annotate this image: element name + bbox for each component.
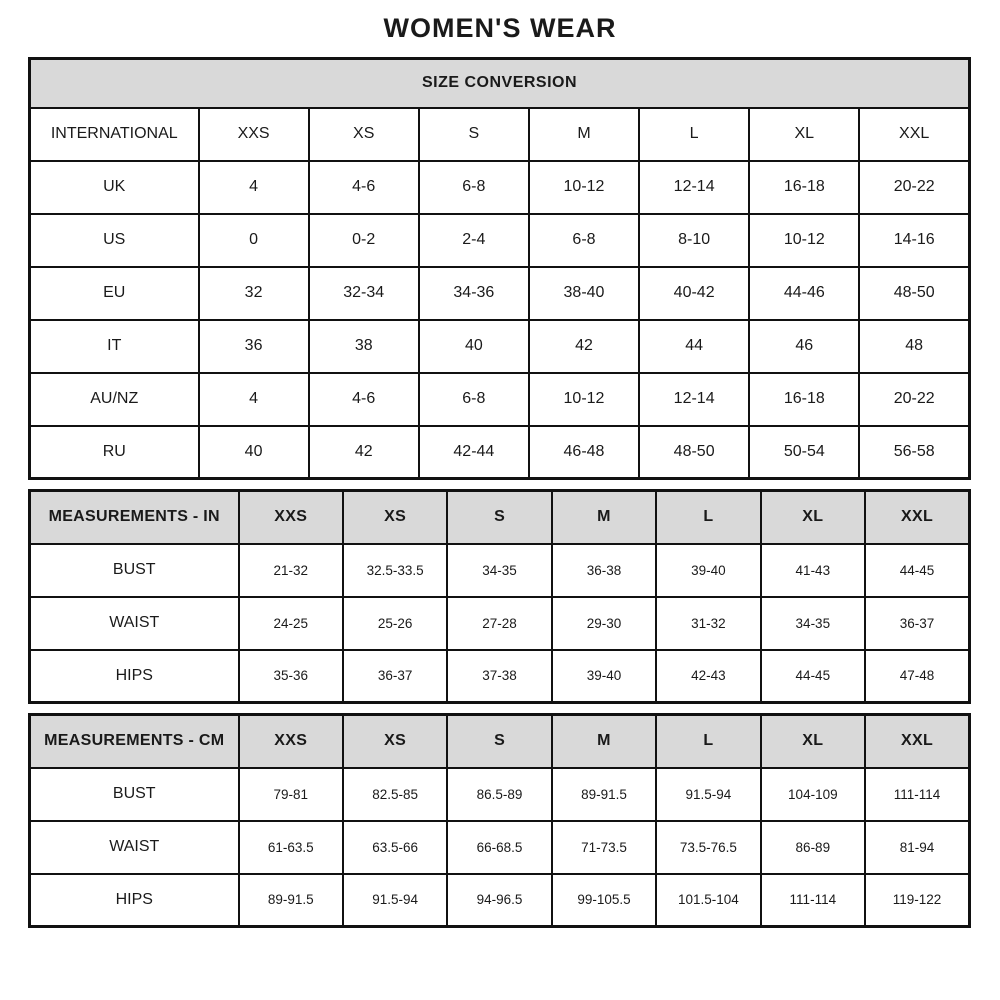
table-cell: 86-89 [761, 821, 865, 874]
column-header-row [30, 715, 970, 768]
row-label: HIPS [30, 874, 239, 927]
table-cell: 48-50 [639, 426, 749, 479]
table-cell: 50-54 [749, 426, 859, 479]
table-cell: 111-114 [761, 874, 865, 927]
table-cell: 4 [199, 161, 309, 214]
table-cell: 86.5-89 [447, 768, 551, 821]
table-row [30, 214, 970, 267]
table-row [30, 544, 970, 597]
row-label: EU [30, 267, 199, 320]
table-cell: 119-122 [865, 874, 969, 927]
column-header-xxl: XXL [865, 491, 969, 544]
table-cell: 63.5-66 [343, 821, 447, 874]
column-header-xxs: XXS [199, 108, 309, 161]
table-cell: 32 [199, 267, 309, 320]
row-label: BUST [30, 544, 239, 597]
table-row [30, 267, 970, 320]
column-header-xxl: XXL [859, 108, 969, 161]
table-cell: 104-109 [761, 768, 865, 821]
row-header-title: MEASUREMENTS - CM [30, 715, 239, 768]
row-label: AU/NZ [30, 373, 199, 426]
row-header-title: MEASUREMENTS - IN [30, 491, 239, 544]
table-cell: 24-25 [239, 597, 343, 650]
table-cell: 36-37 [343, 650, 447, 703]
table-cell: 48-50 [859, 267, 969, 320]
table-cell: 44-45 [761, 650, 865, 703]
table-row [30, 373, 970, 426]
row-label: BUST [30, 768, 239, 821]
column-header-s: S [447, 491, 551, 544]
table-cell: 0-2 [309, 214, 419, 267]
table-cell: 101.5-104 [656, 874, 760, 927]
table-row [30, 320, 970, 373]
row-label: IT [30, 320, 199, 373]
table-cell: 8-10 [639, 214, 749, 267]
table-cell: 34-35 [761, 597, 865, 650]
table-cell: 12-14 [639, 161, 749, 214]
row-label: US [30, 214, 199, 267]
column-header-xs: XS [343, 491, 447, 544]
column-header-row [30, 491, 970, 544]
table-cell: 40 [419, 320, 529, 373]
table-cell: 94-96.5 [447, 874, 551, 927]
table-cell: 36-38 [552, 544, 656, 597]
column-header-l: L [656, 491, 760, 544]
table-cell: 32.5-33.5 [343, 544, 447, 597]
table-cell: 16-18 [749, 373, 859, 426]
table-cell: 38 [309, 320, 419, 373]
table-cell: 46 [749, 320, 859, 373]
table-cell: 36-37 [865, 597, 969, 650]
table-cell: 91.5-94 [343, 874, 447, 927]
column-header-xl: XL [761, 715, 865, 768]
table-cell: 91.5-94 [656, 768, 760, 821]
table-cell: 12-14 [639, 373, 749, 426]
row-label: RU [30, 426, 199, 479]
column-header-s: S [447, 715, 551, 768]
column-header-l: L [639, 108, 749, 161]
table-row [30, 650, 970, 703]
table-cell: 89-91.5 [239, 874, 343, 927]
table-cell: 99-105.5 [552, 874, 656, 927]
row-label: WAIST [30, 597, 239, 650]
table-cell: 89-91.5 [552, 768, 656, 821]
table-banner: SIZE CONVERSION [30, 59, 970, 108]
table-cell: 66-68.5 [447, 821, 551, 874]
table-cell: 6-8 [419, 373, 529, 426]
column-header-row [30, 108, 970, 161]
table-cell: 14-16 [859, 214, 969, 267]
table-cell: 6-8 [419, 161, 529, 214]
table-cell: 4 [199, 373, 309, 426]
table-cell: 31-32 [656, 597, 760, 650]
measurements-cm-table [28, 713, 971, 928]
table-cell: 44-45 [865, 544, 969, 597]
column-header-xs: XS [309, 108, 419, 161]
table-cell: 81-94 [865, 821, 969, 874]
table-cell: 37-38 [447, 650, 551, 703]
table-row [30, 768, 970, 821]
row-label: HIPS [30, 650, 239, 703]
size-conversion-table [28, 57, 971, 480]
column-header-xxs: XXS [239, 491, 343, 544]
column-header-s: S [419, 108, 529, 161]
table-cell: 20-22 [859, 161, 969, 214]
table-cell: 36 [199, 320, 309, 373]
table-cell: 0 [199, 214, 309, 267]
column-header-xl: XL [761, 491, 865, 544]
table-cell: 16-18 [749, 161, 859, 214]
table-cell: 46-48 [529, 426, 639, 479]
table-cell: 39-40 [552, 650, 656, 703]
row-header-title: INTERNATIONAL [30, 108, 199, 161]
table-cell: 4-6 [309, 373, 419, 426]
column-header-l: L [656, 715, 760, 768]
table-cell: 47-48 [865, 650, 969, 703]
table-cell: 41-43 [761, 544, 865, 597]
table-cell: 10-12 [529, 161, 639, 214]
table-cell: 44-46 [749, 267, 859, 320]
table-cell: 38-40 [529, 267, 639, 320]
table-cell: 82.5-85 [343, 768, 447, 821]
column-header-xl: XL [749, 108, 859, 161]
table-cell: 40-42 [639, 267, 749, 320]
table-cell: 39-40 [656, 544, 760, 597]
table-cell: 79-81 [239, 768, 343, 821]
table-cell: 111-114 [865, 768, 969, 821]
table-cell: 34-36 [419, 267, 529, 320]
page-title: WOMEN'S WEAR [383, 13, 617, 43]
table-cell: 73.5-76.5 [656, 821, 760, 874]
table-cell: 56-58 [859, 426, 969, 479]
measurements-in-table [28, 489, 971, 704]
table-cell: 20-22 [859, 373, 969, 426]
row-label: UK [30, 161, 199, 214]
table-cell: 34-35 [447, 544, 551, 597]
column-header-xs: XS [343, 715, 447, 768]
table-cell: 29-30 [552, 597, 656, 650]
column-header-m: M [552, 715, 656, 768]
table-cell: 21-32 [239, 544, 343, 597]
table-cell: 48 [859, 320, 969, 373]
table-row [30, 874, 970, 927]
column-header-xxs: XXS [239, 715, 343, 768]
row-label: WAIST [30, 821, 239, 874]
column-header-m: M [552, 491, 656, 544]
table-cell: 61-63.5 [239, 821, 343, 874]
table-cell: 6-8 [529, 214, 639, 267]
table-cell: 71-73.5 [552, 821, 656, 874]
column-header-m: M [529, 108, 639, 161]
table-banner-row [30, 59, 970, 108]
table-cell: 40 [199, 426, 309, 479]
table-cell: 42-44 [419, 426, 529, 479]
table-cell: 10-12 [529, 373, 639, 426]
column-header-xxl: XXL [865, 715, 969, 768]
table-cell: 4-6 [309, 161, 419, 214]
table-row [30, 597, 970, 650]
table-cell: 44 [639, 320, 749, 373]
table-cell: 32-34 [309, 267, 419, 320]
table-cell: 42 [529, 320, 639, 373]
table-cell: 10-12 [749, 214, 859, 267]
table-cell: 42-43 [656, 650, 760, 703]
table-cell: 25-26 [343, 597, 447, 650]
table-row [30, 161, 970, 214]
table-cell: 27-28 [447, 597, 551, 650]
table-cell: 35-36 [239, 650, 343, 703]
table-row [30, 821, 970, 874]
table-cell: 42 [309, 426, 419, 479]
table-row [30, 426, 970, 479]
table-cell: 2-4 [419, 214, 529, 267]
